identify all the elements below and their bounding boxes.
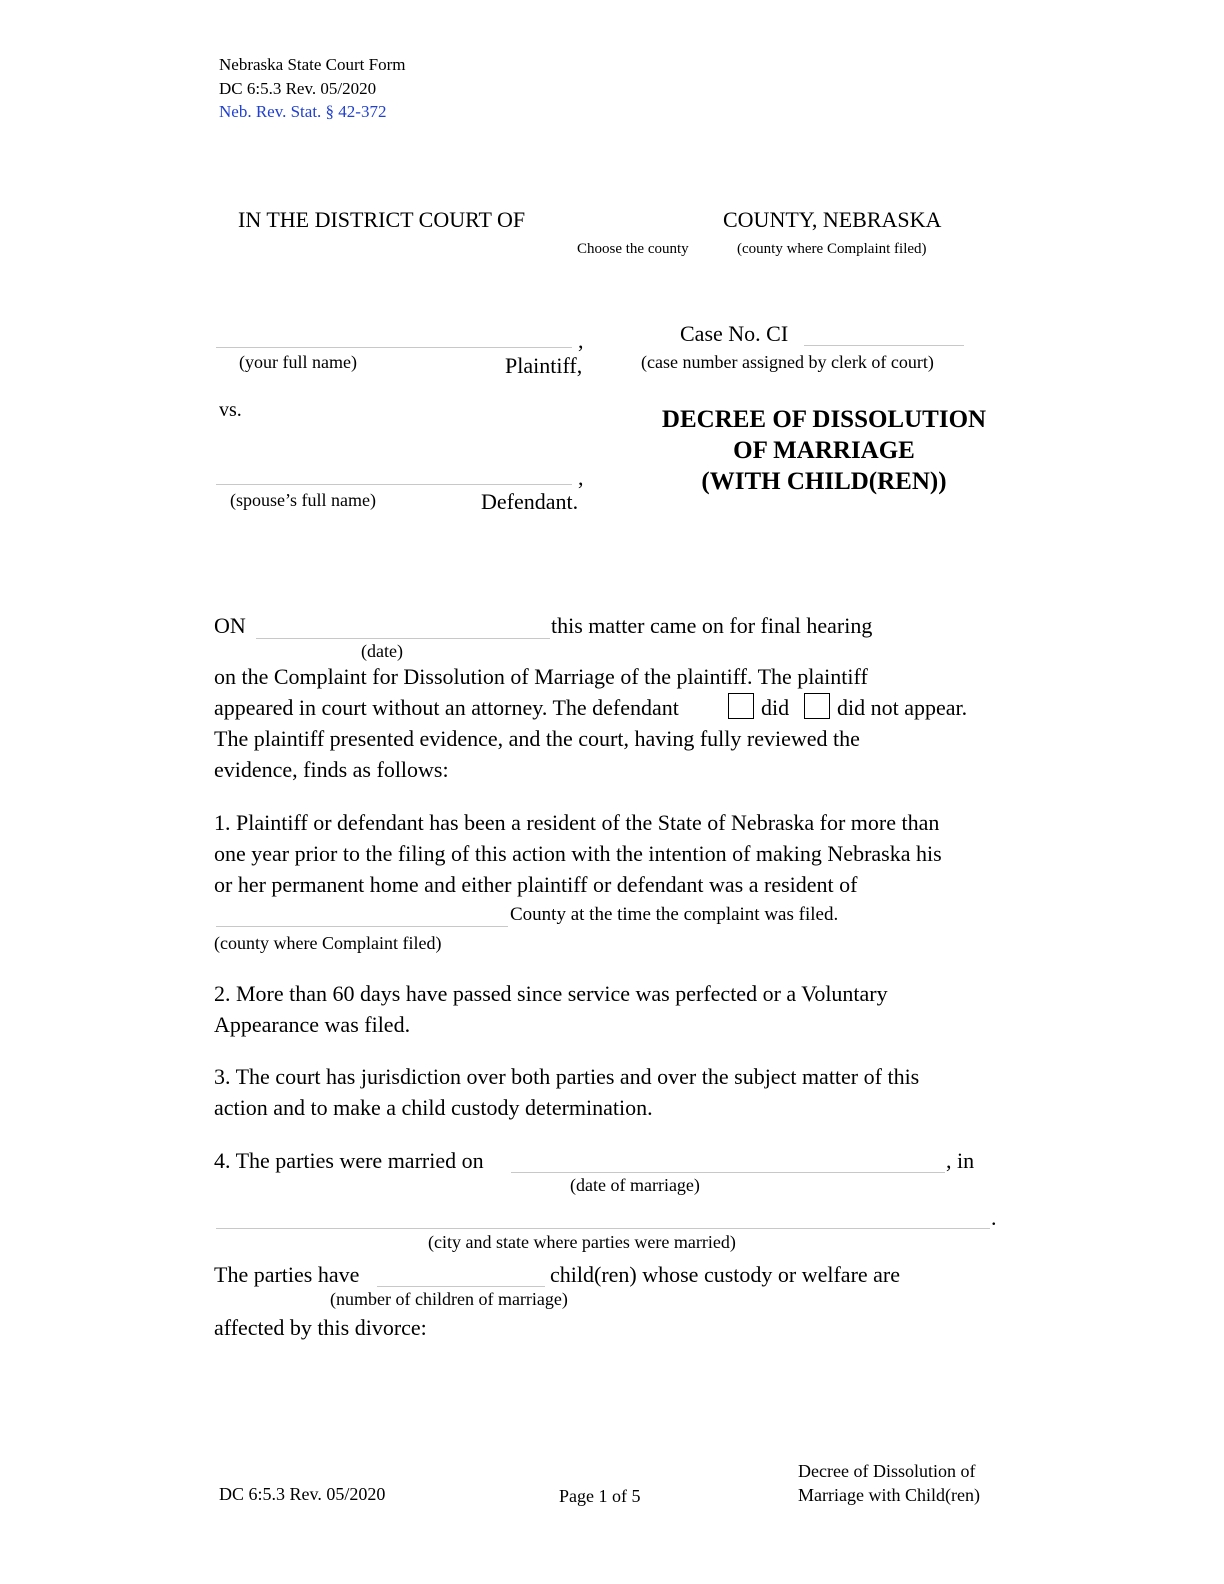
children-count-input[interactable] bbox=[377, 1261, 543, 1287]
case-number-input[interactable] bbox=[804, 319, 962, 345]
case-number-label: Case No. CI bbox=[680, 321, 789, 346]
hearing-line-3: appeared in court without an attorney. The defendant bbox=[214, 695, 679, 720]
title-line-1: DECREE OF DISSOLUTION bbox=[661, 406, 987, 433]
footer-page: Page 1 of 5 bbox=[559, 1486, 641, 1506]
footer-title-line-2: Marriage with Child(ren) bbox=[798, 1485, 980, 1505]
versus: vs. bbox=[219, 399, 242, 421]
children-count-line bbox=[377, 1286, 545, 1287]
plaintiff-name-line bbox=[216, 347, 572, 348]
marriage-place-input[interactable] bbox=[216, 1202, 988, 1228]
finding-4-pre: 4. The parties were married on bbox=[214, 1148, 484, 1173]
court-prefix: IN THE DISTRICT COURT OF bbox=[238, 207, 526, 232]
title-line-2: OF MARRIAGE bbox=[733, 437, 915, 464]
case-number-caption: (case number assigned by clerk of court) bbox=[641, 352, 934, 372]
residence-county-text: County at the time the complaint was filed. bbox=[510, 904, 839, 925]
residence-county-line bbox=[216, 926, 508, 927]
defendant-did-not-checkbox[interactable] bbox=[804, 693, 830, 719]
defendant-caption: (spouse’s full name) bbox=[230, 490, 376, 510]
statute-link[interactable]: Neb. Rev. Stat. § 42-372 bbox=[219, 102, 387, 121]
defendant-name-input[interactable] bbox=[216, 457, 570, 483]
finding-3-line-2: action and to make a child custody determination. bbox=[214, 1095, 653, 1120]
hearing-text: this matter came on for final hearing bbox=[551, 613, 873, 638]
children-last: affected by this divorce: bbox=[214, 1315, 427, 1340]
marriage-date-caption: (date of marriage) bbox=[570, 1175, 700, 1195]
defendant-role: Defendant. bbox=[481, 489, 579, 514]
footer-title-line-1: Decree of Dissolution of bbox=[798, 1461, 976, 1481]
defendant-comma: , bbox=[578, 465, 584, 490]
finding-1-line-2: one year prior to the filing of this action with the intention of making Nebraska his bbox=[214, 841, 942, 866]
children-post: child(ren) whose custody or welfare are bbox=[550, 1262, 901, 1287]
marriage-date-input[interactable] bbox=[511, 1146, 943, 1172]
defendant-did-checkbox[interactable] bbox=[728, 693, 754, 719]
county-caption: (county where Complaint filed) bbox=[737, 241, 927, 257]
hearing-date-caption: (date) bbox=[361, 641, 403, 661]
plaintiff-comma: , bbox=[578, 328, 584, 353]
finding-4-post: , in bbox=[946, 1148, 975, 1173]
hearing-line-2: on the Complaint for Dissolution of Marriage of the plaintiff. The plaintiff bbox=[214, 664, 868, 689]
plaintiff-name-input[interactable] bbox=[216, 320, 570, 346]
hearing-date-line bbox=[256, 638, 550, 639]
title-line-3: (WITH CHILD(REN)) bbox=[701, 468, 947, 495]
plaintiff-caption: (your full name) bbox=[239, 352, 357, 372]
defendant-name-line bbox=[216, 484, 572, 485]
hearing-date-input[interactable] bbox=[256, 612, 548, 638]
children-count-caption: (number of children of marriage) bbox=[330, 1289, 568, 1309]
residence-county-caption: (county where Complaint filed) bbox=[214, 933, 442, 953]
county-hint: Choose the county bbox=[577, 241, 689, 257]
hearing-line-5: evidence, finds as follows: bbox=[214, 757, 449, 782]
case-number-line bbox=[804, 345, 964, 346]
marriage-place-caption: (city and state where parties were married) bbox=[428, 1232, 736, 1252]
court-suffix: COUNTY, NEBRASKA bbox=[723, 207, 942, 232]
finding-1-line-1: 1. Plaintiff or defendant has been a resident of the State of Nebraska for more than bbox=[214, 810, 940, 835]
did-label: did bbox=[761, 695, 790, 720]
residence-county-input[interactable] bbox=[216, 902, 506, 928]
marriage-date-line bbox=[511, 1172, 945, 1173]
plaintiff-role: Plaintiff, bbox=[505, 353, 583, 378]
marriage-place-period: . bbox=[991, 1205, 997, 1230]
children-pre: The parties have bbox=[214, 1262, 360, 1287]
form-revision: DC 6:5.3 Rev. 05/2020 bbox=[219, 79, 377, 98]
marriage-place-line bbox=[216, 1228, 990, 1229]
did-not-label: did not appear. bbox=[837, 695, 968, 720]
finding-3-line-1: 3. The court has jurisdiction over both parties and over the subject matter of this bbox=[214, 1064, 920, 1089]
county-select[interactable] bbox=[566, 208, 712, 234]
hearing-on: ON bbox=[214, 613, 246, 638]
finding-2-line-2: Appearance was filed. bbox=[214, 1012, 411, 1037]
footer-form: DC 6:5.3 Rev. 05/2020 bbox=[219, 1484, 386, 1504]
finding-2-line-1: 2. More than 60 days have passed since service was perfected or a Voluntary bbox=[214, 981, 888, 1006]
hearing-line-4: The plaintiff presented evidence, and the court, having fully reviewed the bbox=[214, 726, 860, 751]
finding-1-line-3: or her permanent home and either plaintiff or defendant was a resident of bbox=[214, 872, 858, 897]
document-title bbox=[644, 404, 1004, 497]
form-name: Nebraska State Court Form bbox=[219, 55, 406, 74]
